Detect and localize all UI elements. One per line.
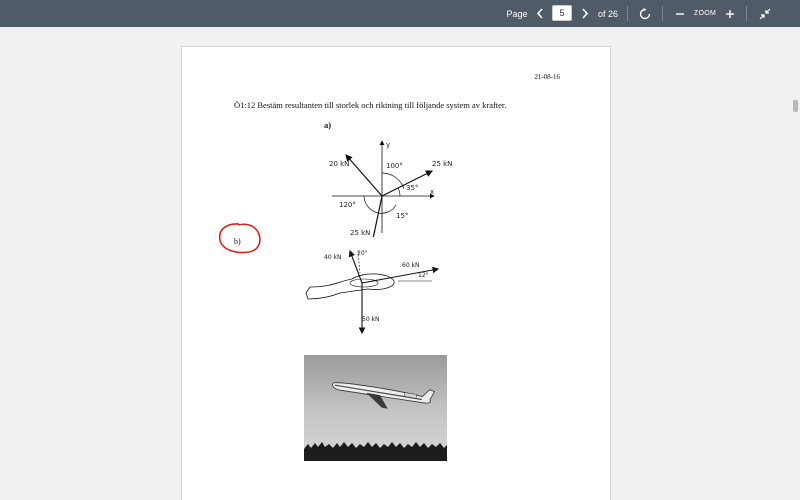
zoom-out-button[interactable]: [673, 0, 687, 27]
document-date: 21-08-16: [534, 73, 560, 81]
toolbar-divider: [662, 6, 663, 21]
toolbar-divider: [746, 6, 747, 21]
force-50-label: 50 kN: [362, 316, 380, 323]
pdf-toolbar: [0, 0, 800, 27]
zoom-in-button[interactable]: [722, 0, 738, 27]
chevron-right-icon: [581, 8, 589, 19]
rotate-button[interactable]: [636, 0, 654, 27]
next-page-button[interactable]: [578, 0, 592, 27]
page-label: Page: [506, 8, 528, 19]
scrollbar-thumb[interactable]: [793, 100, 798, 112]
part-a-label: a): [324, 120, 332, 130]
pdf-page: [181, 46, 611, 500]
force-40-label: 40 kN: [324, 254, 342, 261]
plus-icon: [725, 9, 735, 19]
force-25-down-label: 25 kN: [350, 229, 371, 237]
angle-15-label: 15°: [396, 212, 409, 220]
airplane-photo: [304, 355, 447, 461]
zoom-label: ZOOM: [693, 10, 717, 17]
toolbar-divider: [627, 6, 628, 21]
angle-120-label: 120°: [339, 201, 356, 209]
rotate-icon: [639, 8, 651, 20]
angle-20-label: 20°: [357, 250, 368, 257]
force-20-label: 20 kN: [329, 160, 350, 168]
chevron-left-icon: [536, 8, 544, 19]
axis-y-label: y: [386, 141, 391, 149]
force-60-label: 60 kN: [402, 262, 420, 269]
angle-100-label: 100°: [386, 162, 403, 170]
prev-page-button[interactable]: [533, 0, 547, 27]
force-25-right-label: 25 kN: [432, 160, 453, 168]
collapse-icon: [759, 8, 771, 20]
part-b-label: b): [234, 237, 241, 246]
problem-statement: Ö1:12 Bestäm resultanten till storlek och riktning till följande system av krafter.: [234, 100, 507, 110]
angle-35-label: 35°: [406, 184, 419, 192]
axis-x-label: x: [430, 188, 435, 196]
page-number-input[interactable]: [552, 5, 572, 21]
page-count-label: of 26: [597, 8, 619, 19]
force-diagram-a: [322, 131, 462, 237]
minus-icon: [675, 9, 685, 19]
document-viewer[interactable]: [0, 27, 800, 500]
collapse-button[interactable]: [756, 0, 774, 27]
force-diagram-b: [302, 243, 452, 335]
angle-12-label: 12°: [418, 272, 429, 279]
